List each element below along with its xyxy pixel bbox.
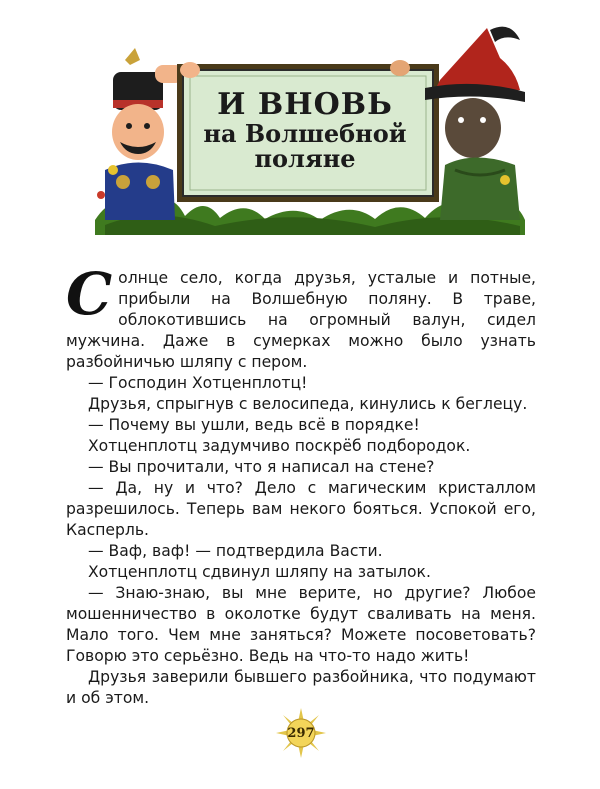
chapter-title-line3: поляне [254, 143, 356, 173]
chapter-title [182, 70, 428, 190]
paragraph: Хотценплотц сдвинул шляпу на затылок. [88, 563, 431, 581]
paragraph: — Да, ну и что? Дело с магическим кристаллом разрешилось. Теперь вам некого бояться. Успокой его, Касперль. [66, 479, 536, 539]
police-officer-icon [105, 48, 183, 220]
paragraph: — Вы прочитали, что я написал на стене? [88, 458, 435, 476]
page-number-badge [276, 708, 326, 758]
paragraph: — Почему вы ушли, ведь всё в порядке! [88, 416, 420, 434]
paragraph-text: олнце село, когда друзья, усталые и потные, прибыли на Волшебную поляну. В траве, облокотившись на огромный валун, сидел мужчина. Даже в сумерках можно было узнать разбойничью шляпу с пером. [66, 269, 536, 371]
paragraph: Друзья заверили бывшего разбойника, что подумают и об этом. [66, 668, 536, 707]
paragraph: Друзья, спрыгнув с велосипеда, кинулись к беглецу. [88, 395, 528, 413]
drop-cap: С [66, 260, 113, 328]
page-number: 297 [287, 725, 315, 741]
paragraph: — Знаю-знаю, вы мне верите, но другие? Любое мошенничество в околотке будут сваливать на меня. Мало того. Чем мне заняться? Можете посоветовать? Говорю это серьёзно. Ведь на что-то надо жить! [66, 584, 536, 665]
chapter-title-line2: на Волшебной [203, 118, 407, 148]
story-text [66, 260, 536, 709]
paragraph: — Господин Хотценплотц! [88, 374, 308, 392]
paragraph [66, 260, 536, 373]
robber-icon [425, 27, 525, 220]
chapter-title-line1: И ВНОВЬ [217, 87, 393, 123]
paragraph: — Ваф, ваф! — подтвердила Васти. [88, 542, 383, 560]
paragraph: Хотценплотц задумчиво поскрёб подбородок. [88, 437, 471, 455]
